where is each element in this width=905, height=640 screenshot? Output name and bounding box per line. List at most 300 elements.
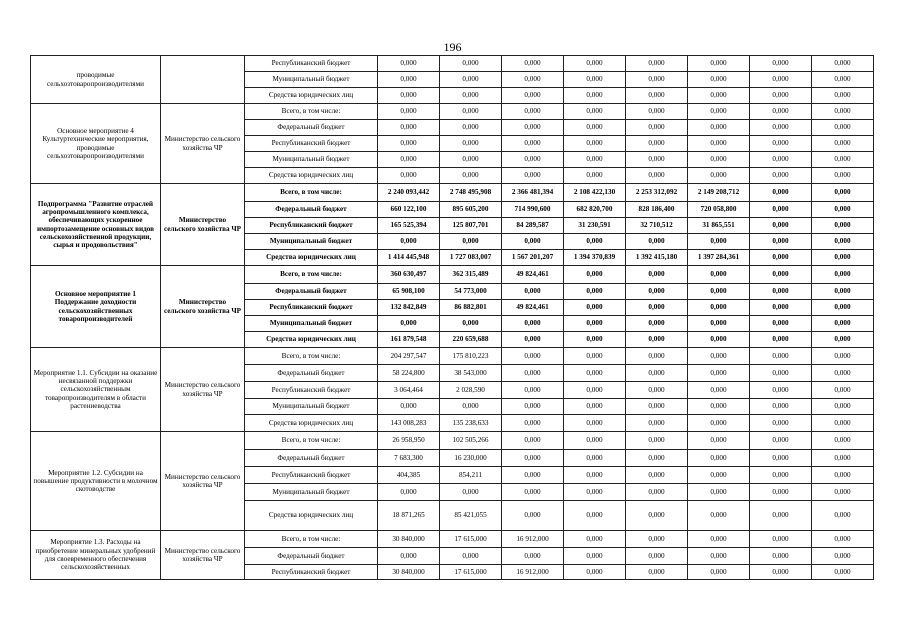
- amount-cell: 0,000: [688, 104, 750, 120]
- amount-cell: 0,000: [440, 152, 502, 168]
- amount-cell: 161 879,548: [378, 332, 440, 348]
- funding-source: Средства юридических лиц: [245, 501, 378, 531]
- amount-cell: 1 414 445,948: [378, 250, 440, 266]
- funding-source: Средства юридических лиц: [245, 332, 378, 348]
- amount-cell: 0,000: [812, 218, 874, 234]
- amount-cell: 0,000: [688, 415, 750, 432]
- funding-source: Республиканский бюджет: [245, 300, 378, 316]
- amount-cell: 0,000: [502, 382, 564, 399]
- amount-cell: 0,000: [688, 467, 750, 484]
- amount-cell: 0,000: [502, 284, 564, 300]
- amount-cell: 0,000: [750, 104, 812, 120]
- amount-cell: 0,000: [750, 250, 812, 266]
- amount-cell: 0,000: [502, 120, 564, 136]
- funding-source: Федеральный бюджет: [245, 450, 378, 467]
- amount-cell: 0,000: [564, 72, 626, 88]
- amount-cell: 0,000: [812, 300, 874, 316]
- amount-cell: 0,000: [564, 234, 626, 250]
- table-row: [31, 531, 874, 548]
- amount-cell: 0,000: [502, 72, 564, 88]
- amount-cell: 0,000: [626, 104, 688, 120]
- amount-cell: 0,000: [812, 72, 874, 88]
- amount-cell: 1 727 083,007: [440, 250, 502, 266]
- amount-cell: 0,000: [626, 548, 688, 565]
- amount-cell: 0,000: [502, 399, 564, 415]
- amount-cell: 58 224,800: [378, 365, 440, 382]
- amount-cell: 2 108 422,130: [564, 184, 626, 202]
- amount-cell: 0,000: [688, 300, 750, 316]
- amount-cell: 0,000: [626, 399, 688, 415]
- funding-source: Всего, в том числе:: [245, 348, 378, 365]
- amount-cell: 0,000: [564, 266, 626, 284]
- amount-cell: 0,000: [564, 365, 626, 382]
- amount-cell: 0,000: [750, 348, 812, 365]
- amount-cell: 0,000: [812, 234, 874, 250]
- responsible-executor: Министерство сельского хозяйства ЧР: [161, 348, 245, 432]
- measure-name: Основное мероприятие 4 Культуртехнические мероприятия, проводимые сельхозтоваропроизводителями: [31, 104, 161, 184]
- funding-source: Республиканский бюджет: [245, 382, 378, 399]
- amount-cell: 1 397 284,361: [688, 250, 750, 266]
- amount-cell: 0,000: [564, 316, 626, 332]
- amount-cell: 0,000: [812, 501, 874, 531]
- amount-cell: 0,000: [564, 152, 626, 168]
- amount-cell: 26 958,950: [378, 432, 440, 450]
- amount-cell: 1 392 415,180: [626, 250, 688, 266]
- amount-cell: 0,000: [688, 234, 750, 250]
- amount-cell: 0,000: [502, 348, 564, 365]
- amount-cell: 84 289,587: [502, 218, 564, 234]
- responsible-executor: Министерство сельского хозяйства ЧР: [161, 531, 245, 580]
- amount-cell: 0,000: [378, 88, 440, 104]
- funding-source: Республиканский бюджет: [245, 56, 378, 72]
- funding-source: Федеральный бюджет: [245, 284, 378, 300]
- amount-cell: 0,000: [688, 348, 750, 365]
- table-row: [31, 266, 874, 284]
- amount-cell: 49 824,461: [502, 300, 564, 316]
- amount-cell: 0,000: [564, 88, 626, 104]
- amount-cell: 2 253 312,092: [626, 184, 688, 202]
- amount-cell: 0,000: [564, 56, 626, 72]
- amount-cell: 0,000: [750, 484, 812, 501]
- amount-cell: 0,000: [626, 56, 688, 72]
- amount-cell: 1 567 201,207: [502, 250, 564, 266]
- amount-cell: 0,000: [688, 152, 750, 168]
- measure-name: Основное мероприятие 1 Поддержание доходности сельскохозяйственных товаропроизводителей: [31, 266, 161, 348]
- funding-source: Федеральный бюджет: [245, 548, 378, 565]
- amount-cell: 0,000: [626, 382, 688, 399]
- responsible-executor: [161, 56, 245, 104]
- amount-cell: 2 366 481,394: [502, 184, 564, 202]
- amount-cell: 0,000: [626, 365, 688, 382]
- amount-cell: 682 820,700: [564, 202, 626, 218]
- amount-cell: 0,000: [564, 565, 626, 580]
- amount-cell: 0,000: [812, 202, 874, 218]
- amount-cell: 0,000: [378, 316, 440, 332]
- amount-cell: 0,000: [750, 399, 812, 415]
- amount-cell: 0,000: [564, 467, 626, 484]
- funding-source: Республиканский бюджет: [245, 136, 378, 152]
- amount-cell: 0,000: [750, 184, 812, 202]
- funding-source: Средства юридических лиц: [245, 250, 378, 266]
- amount-cell: 0,000: [564, 348, 626, 365]
- amount-cell: 0,000: [564, 332, 626, 348]
- amount-cell: 0,000: [564, 120, 626, 136]
- measure-name: Подпрограмма "Развитие отраслей агропромышленного комплекса, обеспечивающих ускоренное импортозамещение основных видов сельскохозяйственной продукции, сырья и продовольствия": [31, 184, 161, 266]
- amount-cell: 0,000: [812, 56, 874, 72]
- amount-cell: 0,000: [812, 415, 874, 432]
- funding-source: Всего, в том числе:: [245, 432, 378, 450]
- amount-cell: 0,000: [688, 531, 750, 548]
- amount-cell: 0,000: [688, 399, 750, 415]
- amount-cell: 0,000: [502, 168, 564, 184]
- amount-cell: 0,000: [812, 104, 874, 120]
- responsible-executor: Министерство сельского хозяйства ЧР: [161, 104, 245, 184]
- amount-cell: 0,000: [688, 450, 750, 467]
- amount-cell: 0,000: [812, 467, 874, 484]
- amount-cell: 86 882,801: [440, 300, 502, 316]
- measure-name: Мероприятие 1.1. Субсидии на оказание несвязанной поддержки сельскохозяйственным товаропроизводителям в области растениеводства: [31, 348, 161, 432]
- amount-cell: 0,000: [688, 56, 750, 72]
- funding-source: Федеральный бюджет: [245, 365, 378, 382]
- page-number: 196: [443, 40, 462, 54]
- funding-source: Федеральный бюджет: [245, 120, 378, 136]
- amount-cell: 0,000: [502, 415, 564, 432]
- amount-cell: 0,000: [626, 234, 688, 250]
- amount-cell: 660 122,100: [378, 202, 440, 218]
- amount-cell: 0,000: [378, 548, 440, 565]
- amount-cell: 0,000: [812, 382, 874, 399]
- amount-cell: 0,000: [750, 332, 812, 348]
- amount-cell: 0,000: [750, 467, 812, 484]
- amount-cell: 0,000: [626, 415, 688, 432]
- amount-cell: 31 230,591: [564, 218, 626, 234]
- amount-cell: 714 990,600: [502, 202, 564, 218]
- amount-cell: 0,000: [564, 399, 626, 415]
- amount-cell: 0,000: [502, 432, 564, 450]
- amount-cell: 1 394 370,839: [564, 250, 626, 266]
- amount-cell: 16 912,000: [502, 531, 564, 548]
- amount-cell: 0,000: [750, 548, 812, 565]
- amount-cell: 0,000: [440, 234, 502, 250]
- amount-cell: 0,000: [626, 565, 688, 580]
- amount-cell: 0,000: [750, 88, 812, 104]
- amount-cell: 175 810,223: [440, 348, 502, 365]
- amount-cell: 0,000: [440, 104, 502, 120]
- amount-cell: 0,000: [564, 484, 626, 501]
- amount-cell: 0,000: [564, 501, 626, 531]
- amount-cell: 0,000: [812, 88, 874, 104]
- amount-cell: 0,000: [812, 168, 874, 184]
- table-row: [31, 432, 874, 450]
- amount-cell: 0,000: [626, 450, 688, 467]
- amount-cell: 0,000: [626, 484, 688, 501]
- funding-source: Муниципальный бюджет: [245, 484, 378, 501]
- amount-cell: 85 421,055: [440, 501, 502, 531]
- responsible-executor: Министерство сельского хозяйства ЧР: [161, 184, 245, 266]
- amount-cell: 0,000: [812, 531, 874, 548]
- table-row: [31, 56, 874, 72]
- amount-cell: 0,000: [378, 484, 440, 501]
- amount-cell: 0,000: [378, 152, 440, 168]
- amount-cell: 165 525,394: [378, 218, 440, 234]
- amount-cell: 18 871,265: [378, 501, 440, 531]
- amount-cell: 0,000: [688, 266, 750, 284]
- amount-cell: 0,000: [688, 284, 750, 300]
- amount-cell: 49 824,461: [502, 266, 564, 284]
- amount-cell: 16 912,000: [502, 565, 564, 580]
- funding-source: Всего, в том числе:: [245, 184, 378, 202]
- funding-source: Республиканский бюджет: [245, 218, 378, 234]
- amount-cell: 0,000: [688, 136, 750, 152]
- amount-cell: 0,000: [750, 316, 812, 332]
- amount-cell: 0,000: [378, 136, 440, 152]
- amount-cell: 0,000: [812, 120, 874, 136]
- amount-cell: 143 008,283: [378, 415, 440, 432]
- amount-cell: 0,000: [378, 72, 440, 88]
- budget-table: [30, 55, 874, 580]
- amount-cell: 828 186,400: [626, 202, 688, 218]
- amount-cell: 0,000: [688, 548, 750, 565]
- amount-cell: 102 505,266: [440, 432, 502, 450]
- funding-source: Всего, в том числе:: [245, 266, 378, 284]
- amount-cell: 895 605,200: [440, 202, 502, 218]
- amount-cell: 0,000: [688, 432, 750, 450]
- amount-cell: 0,000: [688, 168, 750, 184]
- amount-cell: 2 748 495,908: [440, 184, 502, 202]
- amount-cell: 30 840,000: [378, 531, 440, 548]
- amount-cell: 0,000: [750, 234, 812, 250]
- amount-cell: 0,000: [626, 88, 688, 104]
- responsible-executor: Министерство сельского хозяйства ЧР: [161, 266, 245, 348]
- amount-cell: 0,000: [812, 348, 874, 365]
- amount-cell: 2 240 093,442: [378, 184, 440, 202]
- amount-cell: 0,000: [626, 152, 688, 168]
- amount-cell: 0,000: [750, 415, 812, 432]
- funding-source: Всего, в том числе:: [245, 104, 378, 120]
- amount-cell: 0,000: [564, 284, 626, 300]
- amount-cell: 0,000: [812, 399, 874, 415]
- funding-source: Средства юридических лиц: [245, 415, 378, 432]
- funding-source: Муниципальный бюджет: [245, 316, 378, 332]
- amount-cell: 0,000: [440, 72, 502, 88]
- amount-cell: 404,385: [378, 467, 440, 484]
- amount-cell: 0,000: [750, 168, 812, 184]
- amount-cell: 0,000: [502, 316, 564, 332]
- amount-cell: 0,000: [688, 565, 750, 580]
- amount-cell: 16 230,000: [440, 450, 502, 467]
- measure-name: проводимые сельхозтоваропроизводителями: [31, 56, 161, 104]
- amount-cell: 0,000: [750, 450, 812, 467]
- funding-source: Всего, в том числе:: [245, 531, 378, 548]
- amount-cell: 0,000: [750, 432, 812, 450]
- amount-cell: 0,000: [502, 88, 564, 104]
- amount-cell: 0,000: [440, 484, 502, 501]
- amount-cell: 0,000: [626, 284, 688, 300]
- table-body: [31, 56, 874, 580]
- amount-cell: 3 064,464: [378, 382, 440, 399]
- amount-cell: 0,000: [750, 266, 812, 284]
- amount-cell: 0,000: [378, 104, 440, 120]
- amount-cell: 0,000: [812, 450, 874, 467]
- amount-cell: 32 710,512: [626, 218, 688, 234]
- amount-cell: 0,000: [440, 548, 502, 565]
- funding-source: Средства юридических лиц: [245, 88, 378, 104]
- amount-cell: 0,000: [688, 501, 750, 531]
- amount-cell: 7 683,300: [378, 450, 440, 467]
- funding-source: Муниципальный бюджет: [245, 152, 378, 168]
- amount-cell: 0,000: [564, 548, 626, 565]
- amount-cell: 17 615,000: [440, 565, 502, 580]
- amount-cell: 0,000: [502, 450, 564, 467]
- measure-name: Мероприятие 1.2. Субсидии на повышение продуктивности в молочном скотоводстве: [31, 432, 161, 531]
- amount-cell: 0,000: [688, 72, 750, 88]
- amount-cell: 0,000: [564, 168, 626, 184]
- amount-cell: 0,000: [812, 266, 874, 284]
- amount-cell: 0,000: [812, 484, 874, 501]
- amount-cell: 0,000: [378, 399, 440, 415]
- amount-cell: 0,000: [502, 332, 564, 348]
- funding-source: Республиканский бюджет: [245, 565, 378, 580]
- amount-cell: 0,000: [688, 365, 750, 382]
- amount-cell: 0,000: [750, 501, 812, 531]
- amount-cell: 0,000: [502, 365, 564, 382]
- amount-cell: 0,000: [626, 136, 688, 152]
- amount-cell: 0,000: [564, 531, 626, 548]
- amount-cell: 854,211: [440, 467, 502, 484]
- amount-cell: 31 865,551: [688, 218, 750, 234]
- amount-cell: 0,000: [812, 316, 874, 332]
- amount-cell: 65 908,100: [378, 284, 440, 300]
- amount-cell: 0,000: [750, 565, 812, 580]
- amount-cell: 0,000: [626, 501, 688, 531]
- amount-cell: 0,000: [564, 136, 626, 152]
- amount-cell: 30 840,000: [378, 565, 440, 580]
- funding-source: Муниципальный бюджет: [245, 72, 378, 88]
- amount-cell: 0,000: [378, 56, 440, 72]
- funding-source: Федеральный бюджет: [245, 202, 378, 218]
- amount-cell: 0,000: [750, 152, 812, 168]
- amount-cell: 0,000: [564, 300, 626, 316]
- amount-cell: 0,000: [750, 218, 812, 234]
- amount-cell: 0,000: [626, 72, 688, 88]
- amount-cell: 135 238,633: [440, 415, 502, 432]
- amount-cell: 0,000: [502, 152, 564, 168]
- funding-source: Муниципальный бюджет: [245, 234, 378, 250]
- amount-cell: 0,000: [750, 531, 812, 548]
- amount-cell: 0,000: [564, 432, 626, 450]
- amount-cell: 0,000: [812, 432, 874, 450]
- amount-cell: 0,000: [564, 450, 626, 467]
- amount-cell: 0,000: [688, 332, 750, 348]
- amount-cell: 0,000: [750, 284, 812, 300]
- amount-cell: 0,000: [812, 136, 874, 152]
- amount-cell: 0,000: [440, 168, 502, 184]
- amount-cell: 0,000: [440, 88, 502, 104]
- funding-source: Республиканский бюджет: [245, 467, 378, 484]
- amount-cell: 0,000: [812, 184, 874, 202]
- responsible-executor: Министерство сельского хозяйства ЧР: [161, 432, 245, 531]
- amount-cell: 220 659,688: [440, 332, 502, 348]
- amount-cell: 0,000: [440, 56, 502, 72]
- table-row: [31, 104, 874, 120]
- amount-cell: 0,000: [626, 332, 688, 348]
- amount-cell: 0,000: [502, 501, 564, 531]
- amount-cell: 0,000: [688, 120, 750, 136]
- funding-source: Муниципальный бюджет: [245, 399, 378, 415]
- amount-cell: 0,000: [750, 382, 812, 399]
- amount-cell: 0,000: [750, 56, 812, 72]
- amount-cell: 0,000: [502, 56, 564, 72]
- amount-cell: 0,000: [378, 120, 440, 136]
- amount-cell: 0,000: [502, 234, 564, 250]
- amount-cell: 362 315,489: [440, 266, 502, 284]
- amount-cell: 0,000: [626, 300, 688, 316]
- amount-cell: 0,000: [750, 120, 812, 136]
- amount-cell: 0,000: [440, 399, 502, 415]
- amount-cell: 0,000: [688, 316, 750, 332]
- amount-cell: 2 149 208,712: [688, 184, 750, 202]
- amount-cell: 0,000: [502, 467, 564, 484]
- amount-cell: 0,000: [750, 72, 812, 88]
- amount-cell: 0,000: [626, 432, 688, 450]
- amount-cell: 0,000: [440, 316, 502, 332]
- amount-cell: 0,000: [502, 548, 564, 565]
- amount-cell: 38 543,000: [440, 365, 502, 382]
- amount-cell: 0,000: [688, 484, 750, 501]
- amount-cell: 0,000: [688, 382, 750, 399]
- amount-cell: 0,000: [626, 266, 688, 284]
- amount-cell: 0,000: [812, 284, 874, 300]
- amount-cell: 0,000: [812, 332, 874, 348]
- amount-cell: 132 842,849: [378, 300, 440, 316]
- amount-cell: 0,000: [440, 136, 502, 152]
- amount-cell: 0,000: [750, 202, 812, 218]
- amount-cell: 2 028,590: [440, 382, 502, 399]
- table-row: [31, 184, 874, 202]
- amount-cell: 0,000: [440, 120, 502, 136]
- amount-cell: 0,000: [626, 531, 688, 548]
- funding-source: Средства юридических лиц: [245, 168, 378, 184]
- amount-cell: 0,000: [378, 168, 440, 184]
- amount-cell: 0,000: [564, 415, 626, 432]
- amount-cell: 0,000: [812, 548, 874, 565]
- amount-cell: 0,000: [502, 484, 564, 501]
- amount-cell: 0,000: [688, 88, 750, 104]
- table-row: [31, 348, 874, 365]
- measure-name: Мероприятие 1.3. Расходы на приобретение минеральных удобрений для своевременного обеспечения сельскохозяйственных: [31, 531, 161, 580]
- amount-cell: 0,000: [564, 104, 626, 120]
- amount-cell: 0,000: [812, 250, 874, 266]
- amount-cell: 0,000: [812, 152, 874, 168]
- amount-cell: 0,000: [812, 565, 874, 580]
- amount-cell: 360 630,497: [378, 266, 440, 284]
- amount-cell: 0,000: [626, 348, 688, 365]
- amount-cell: 0,000: [502, 104, 564, 120]
- amount-cell: 0,000: [626, 467, 688, 484]
- amount-cell: 0,000: [626, 316, 688, 332]
- amount-cell: 0,000: [502, 136, 564, 152]
- amount-cell: 0,000: [750, 300, 812, 316]
- amount-cell: 0,000: [564, 382, 626, 399]
- amount-cell: 0,000: [750, 365, 812, 382]
- amount-cell: 720 058,800: [688, 202, 750, 218]
- amount-cell: 0,000: [812, 365, 874, 382]
- amount-cell: 0,000: [378, 234, 440, 250]
- amount-cell: 0,000: [750, 136, 812, 152]
- amount-cell: 0,000: [626, 120, 688, 136]
- amount-cell: 54 773,000: [440, 284, 502, 300]
- amount-cell: 125 807,701: [440, 218, 502, 234]
